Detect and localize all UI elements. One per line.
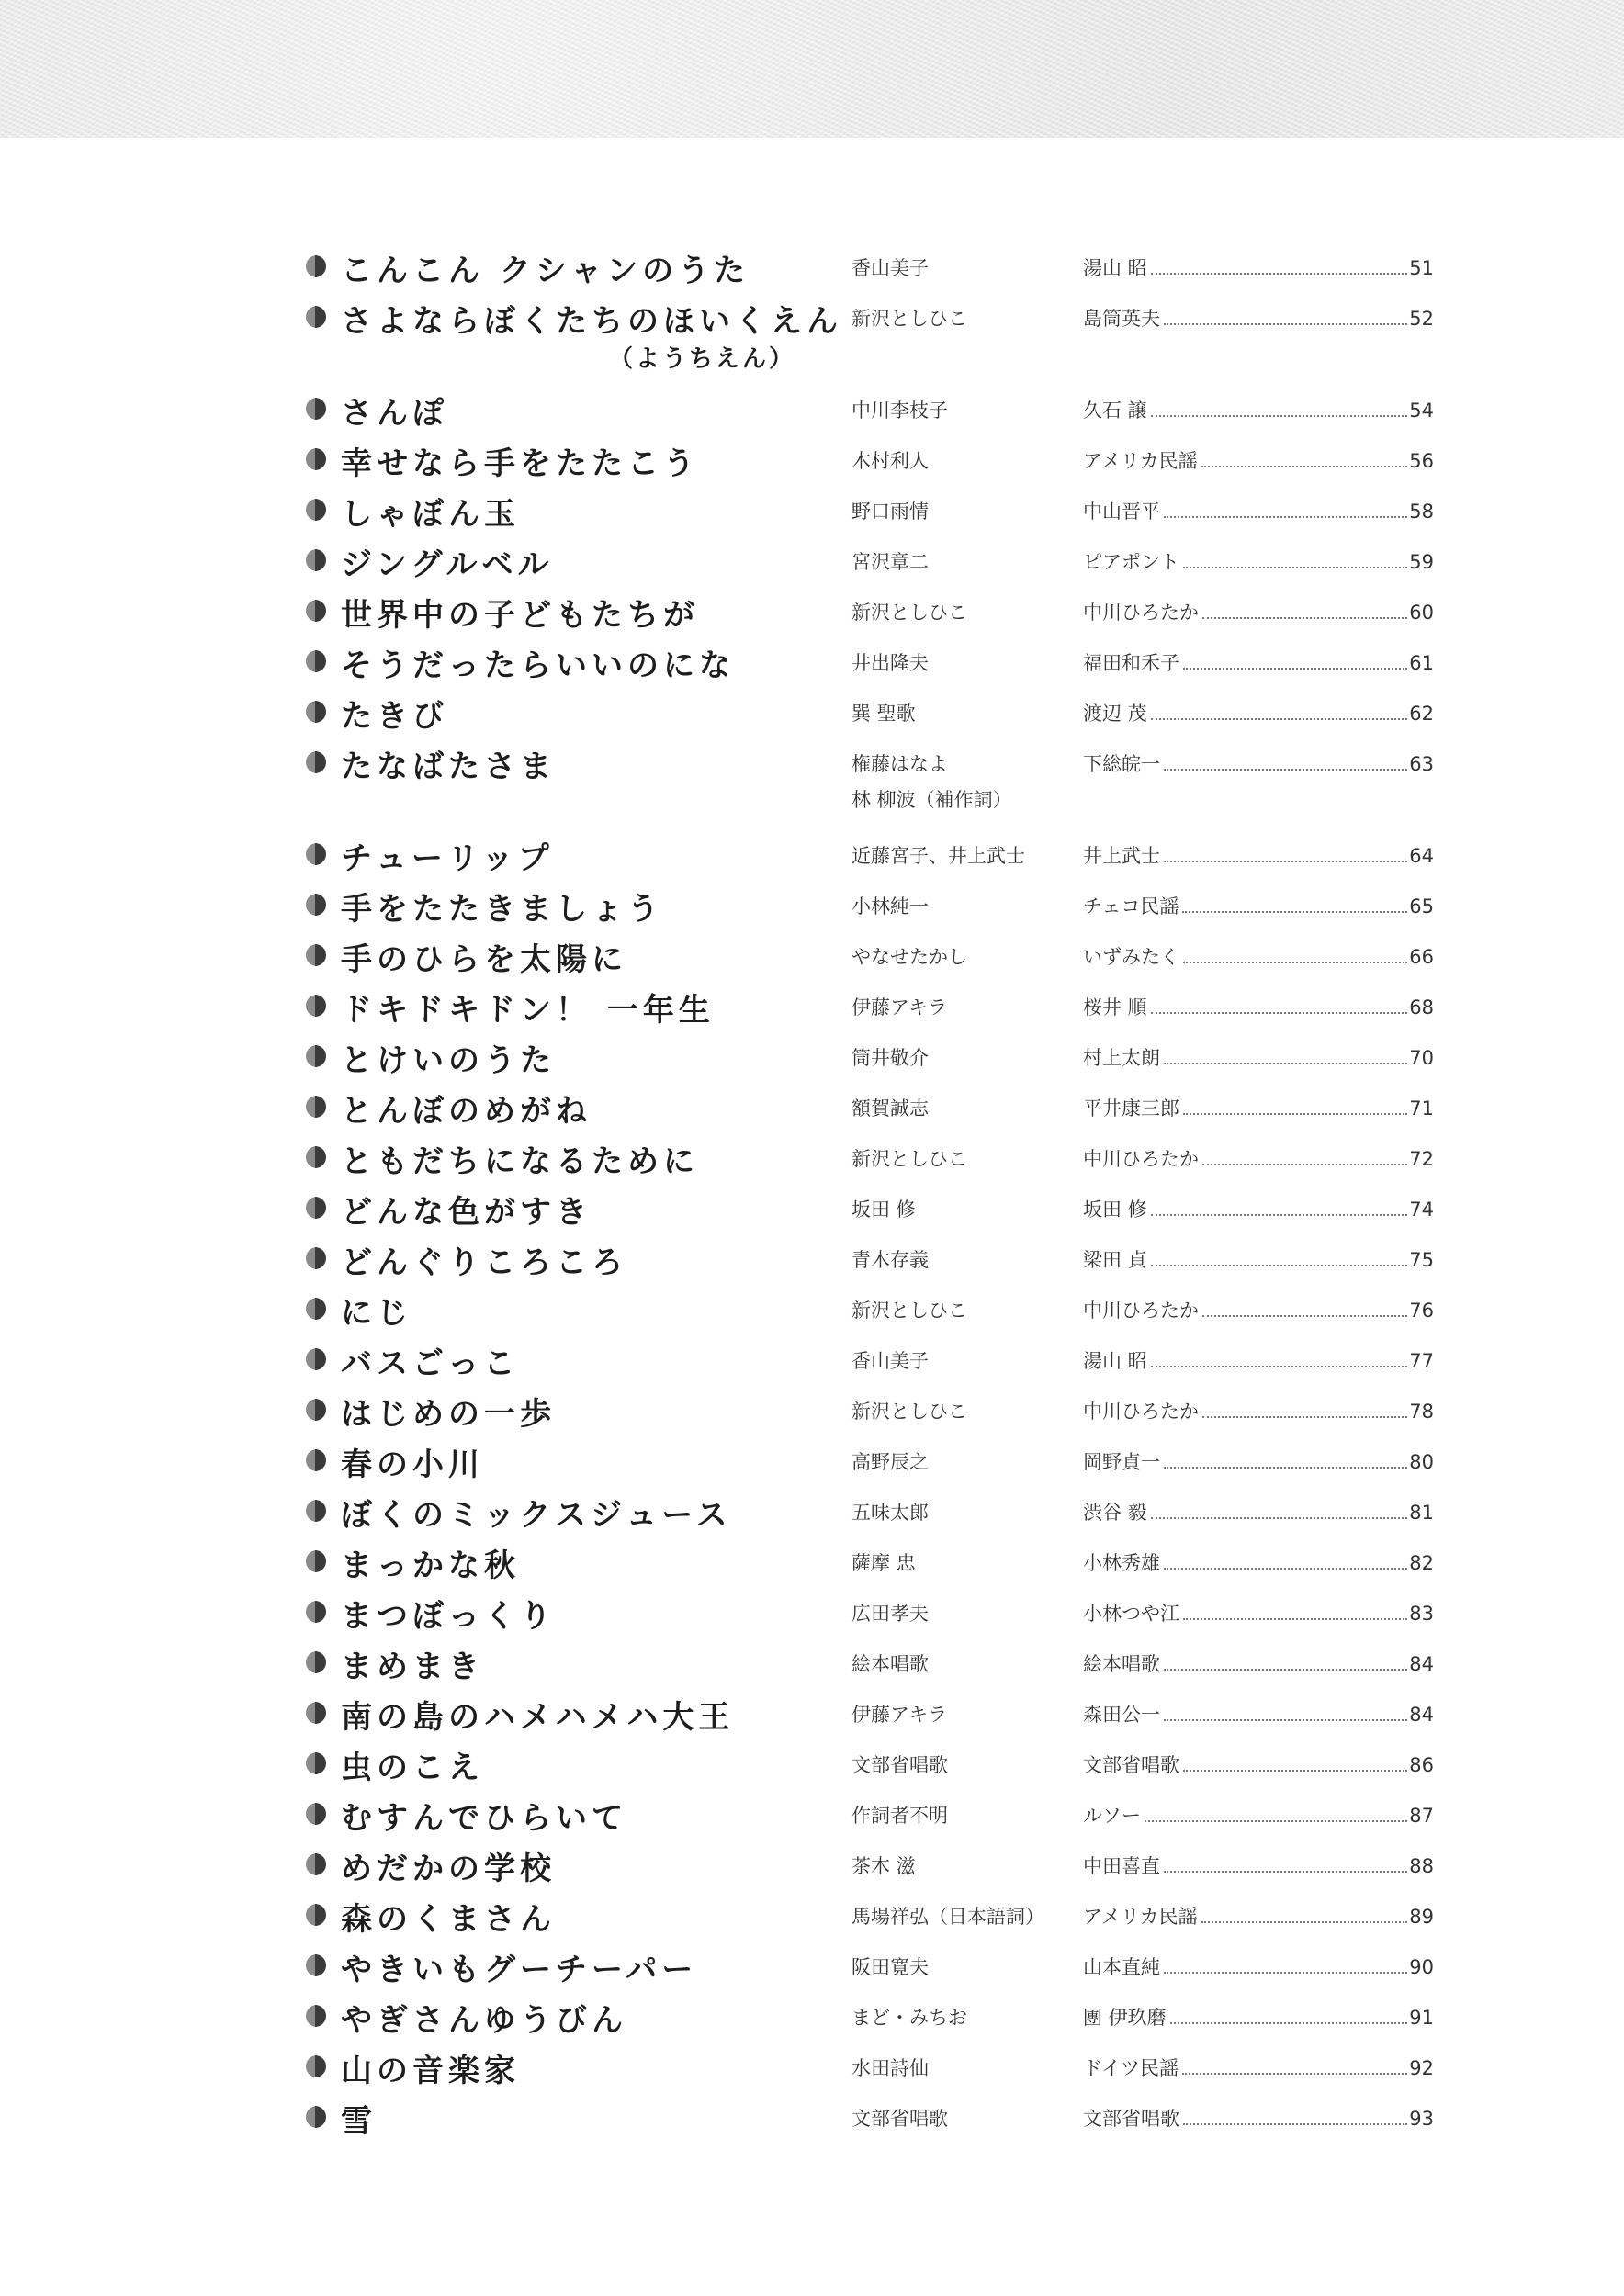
song-title: にじ [341, 1295, 412, 1332]
composer: 福田和禾子 [1083, 652, 1179, 674]
composer-page-line [1083, 749, 1434, 777]
toc-entry[interactable] [306, 586, 1434, 636]
song-title: 雪 [341, 2103, 377, 2140]
half-circle-bullet-icon [306, 1651, 326, 1673]
composer: チェコ民謡 [1083, 895, 1179, 917]
composer-page-line [1083, 1296, 1434, 1323]
half-circle-bullet-icon [306, 600, 326, 622]
page-number: 72 [1409, 1148, 1434, 1170]
lyricist: やなせたかし [851, 946, 967, 968]
song-title: そうだったらいいのにな [341, 647, 735, 684]
lyricist: 青木存義 [851, 1249, 929, 1271]
composer-page-line [1083, 1953, 1434, 1980]
toc-entry[interactable] [306, 880, 1434, 930]
toc-entry[interactable] [306, 930, 1434, 981]
dotted-leader [1183, 1113, 1407, 1115]
composer-page-line [1083, 1851, 1434, 1879]
song-title: どんな色がすき [341, 1194, 592, 1231]
song-title: たなばたさま [341, 748, 556, 785]
page-number: 52 [1409, 308, 1434, 330]
dotted-leader [1201, 1921, 1408, 1923]
page-number: 83 [1409, 1603, 1434, 1625]
lyricist: 巽 聖歌 [851, 703, 916, 725]
dotted-leader [1164, 1568, 1407, 1570]
composer: 中川ひろたか [1083, 1401, 1199, 1423]
lyricist: 伊藤アキラ [851, 996, 948, 1019]
half-circle-bullet-icon [306, 944, 326, 966]
composer: ピアポント [1083, 551, 1179, 573]
half-circle-bullet-icon [306, 1904, 326, 1926]
page-number: 88 [1409, 1855, 1434, 1877]
half-circle-bullet-icon [306, 1247, 326, 1269]
toc-entry[interactable] [306, 1890, 1434, 1941]
toc-entry[interactable] [306, 1183, 1434, 1233]
dotted-leader [1164, 1719, 1407, 1721]
composer-page-line [1083, 547, 1434, 575]
toc-entry[interactable] [306, 292, 1434, 384]
composer: 岡野貞一 [1083, 1451, 1160, 1473]
half-circle-bullet-icon [306, 1298, 326, 1320]
composer-page-line [1083, 2003, 1434, 2031]
half-circle-bullet-icon [306, 701, 326, 723]
dotted-leader [1151, 415, 1408, 417]
lyricist: 小林純一 [851, 895, 929, 917]
composer: 森田公一 [1083, 1704, 1160, 1726]
dotted-leader [1183, 567, 1407, 568]
lyricist: 絵本唱歌 [851, 1653, 929, 1675]
page-number: 70 [1409, 1047, 1434, 1069]
lyricist: 近藤宮子、井上武士 [851, 845, 1025, 867]
page-number: 78 [1409, 1401, 1434, 1423]
page-number: 82 [1409, 1552, 1434, 1574]
song-title: まめまき [341, 1649, 484, 1685]
composer-page-line [1083, 1043, 1434, 1071]
composer-page-line [1083, 1397, 1434, 1424]
page-number: 64 [1409, 845, 1434, 867]
half-circle-bullet-icon [306, 1045, 326, 1067]
toc-entry[interactable] [306, 1536, 1434, 1587]
lyricist: 水田詩仙 [851, 2057, 929, 2079]
half-circle-bullet-icon [306, 843, 326, 865]
composer-page-line [1083, 1195, 1434, 1222]
lyricist: 広田孝夫 [851, 1603, 929, 1625]
song-title: 春の小川 [341, 1446, 484, 1483]
dotted-leader [1183, 1770, 1407, 1772]
composer-page-line [1083, 1144, 1434, 1172]
dotted-leader [1164, 861, 1407, 862]
toc-entry[interactable] [306, 1435, 1434, 1486]
half-circle-bullet-icon [306, 1449, 326, 1471]
page-number: 66 [1409, 946, 1434, 968]
dotted-leader [1201, 466, 1408, 467]
half-circle-bullet-icon [306, 1550, 326, 1572]
composer: 中田喜直 [1083, 1855, 1160, 1877]
lyricist: 五味太郎 [851, 1502, 929, 1524]
composer: ドイツ民謡 [1083, 2057, 1179, 2079]
half-circle-bullet-icon [306, 751, 326, 773]
lyricist: 権藤はなよ [851, 753, 948, 775]
composer: 渡辺 茂 [1083, 703, 1147, 725]
song-subtitle: （ようちえん） [609, 345, 796, 373]
page-number: 91 [1409, 2007, 1434, 2029]
page-number: 51 [1409, 257, 1434, 279]
page-number: 56 [1409, 450, 1434, 472]
half-circle-bullet-icon [306, 398, 326, 420]
lyricist: 文部省唱歌 [851, 1754, 948, 1776]
song-title: 手をたたきましょう [341, 891, 663, 928]
song-title: やぎさんゆうびん [341, 2002, 627, 2039]
page-number: 68 [1409, 996, 1434, 1019]
dotted-leader [1182, 2073, 1407, 2075]
lyricist: 新沢としひこ [851, 602, 967, 624]
page-number: 54 [1409, 400, 1434, 422]
composer: 湯山 昭 [1083, 1350, 1147, 1372]
half-circle-bullet-icon [306, 2055, 326, 2077]
dotted-leader [1202, 617, 1407, 619]
song-title: ぼくのミックスジュース [341, 1497, 732, 1534]
toc-entry[interactable] [306, 434, 1434, 485]
composer-page-line [1083, 1902, 1434, 1930]
page-number: 62 [1409, 703, 1434, 725]
lyricist: 坂田 修 [851, 1199, 916, 1221]
toc-entry[interactable] [306, 1486, 1434, 1536]
dotted-leader [1183, 2123, 1407, 2125]
half-circle-bullet-icon [306, 1702, 326, 1724]
dotted-leader [1164, 1972, 1407, 1974]
composer: ルソー [1083, 1805, 1141, 1827]
toc-entry[interactable] [306, 1233, 1434, 1284]
half-circle-bullet-icon [306, 549, 326, 571]
lyricist: 中川李枝子 [851, 400, 948, 422]
lyricist: 茶木 滋 [851, 1855, 916, 1877]
composer-page-line [1083, 598, 1434, 625]
dotted-leader [1183, 962, 1407, 963]
lyricist: 筒井敬介 [851, 1047, 929, 1069]
lyricist: 新沢としひこ [851, 1148, 967, 1170]
toc-entry[interactable] [306, 1132, 1434, 1183]
dotted-leader [1202, 1315, 1407, 1317]
song-title: こんこん クシャンのうた [341, 253, 750, 289]
song-title: やきいもグーチーパー [341, 1952, 698, 1988]
half-circle-bullet-icon [306, 1803, 326, 1825]
song-title: めだかの学校 [341, 1851, 556, 1887]
toc-entry[interactable] [306, 1638, 1434, 1688]
page-number: 87 [1409, 1805, 1434, 1827]
composer-page-line [1083, 1094, 1434, 1121]
page-number: 80 [1409, 1451, 1434, 1473]
toc-entry[interactable] [306, 1991, 1434, 2042]
song-title: むすんでひらいて [341, 1800, 627, 1837]
composer: 久石 譲 [1083, 400, 1147, 422]
composer-page-line [1083, 1548, 1434, 1576]
composer-page-line [1083, 1700, 1434, 1728]
composer: 中川ひろたか [1083, 602, 1199, 624]
half-circle-bullet-icon [306, 1146, 326, 1168]
composer-page-line [1083, 2054, 1434, 2081]
toc-entry[interactable] [306, 242, 1434, 292]
song-title: ドキドキドン！ 一年生 [341, 992, 715, 1029]
song-title: はじめの一歩 [341, 1396, 556, 1433]
toc-entry[interactable] [306, 1739, 1434, 1789]
half-circle-bullet-icon [306, 894, 326, 916]
dotted-leader [1164, 1669, 1407, 1671]
composer-page-line [1083, 648, 1434, 676]
half-circle-bullet-icon [306, 1752, 326, 1774]
toc-entry[interactable] [306, 384, 1434, 434]
dotted-leader [1151, 1214, 1408, 1216]
page-number: 65 [1409, 895, 1434, 917]
song-title: まつぼっくり [341, 1598, 556, 1635]
toc-entry[interactable] [306, 1688, 1434, 1739]
page-number: 71 [1409, 1097, 1434, 1120]
lyricist: 阪田寛夫 [851, 1956, 929, 1978]
composer: アメリカ民謡 [1083, 1906, 1198, 1928]
song-title: どんぐりころころ [341, 1244, 627, 1281]
half-circle-bullet-icon [306, 1853, 326, 1875]
song-title: とけいのうた [341, 1042, 556, 1079]
song-title: しゃぼん玉 [341, 496, 520, 533]
half-circle-bullet-icon [306, 1954, 326, 1976]
composer-page-line [1083, 942, 1434, 970]
dotted-leader [1151, 1366, 1408, 1367]
composer: 絵本唱歌 [1083, 1653, 1160, 1675]
page-number: 81 [1409, 1502, 1434, 1524]
song-title: ジングルベル [341, 546, 554, 583]
half-circle-bullet-icon [306, 1399, 326, 1421]
composer: 中川ひろたか [1083, 1300, 1199, 1322]
dotted-leader [1182, 911, 1407, 913]
dotted-leader [1183, 1618, 1407, 1620]
dotted-leader [1164, 1871, 1407, 1873]
dotted-leader [1202, 1164, 1407, 1165]
composer: 坂田 修 [1083, 1199, 1147, 1221]
toc-entry[interactable] [306, 737, 1434, 829]
lyricist: 額賀誠志 [851, 1097, 929, 1120]
composer: 文部省唱歌 [1083, 1754, 1179, 1776]
composer: 井上武士 [1083, 845, 1160, 867]
half-circle-bullet-icon [306, 650, 326, 672]
page-number: 60 [1409, 602, 1434, 624]
composer: 山本直純 [1083, 1956, 1160, 1978]
lyricist: 作詞者不明 [851, 1805, 948, 1827]
composer-page-line [1083, 841, 1434, 869]
song-title: 森のくまさん [341, 1901, 556, 1938]
half-circle-bullet-icon [306, 448, 326, 470]
song-title: たきび [341, 698, 448, 735]
dotted-leader [1145, 1820, 1407, 1822]
composer: 文部省唱歌 [1083, 2108, 1179, 2130]
dotted-leader [1183, 668, 1407, 670]
lyricist: 伊藤アキラ [851, 1704, 948, 1726]
lyricist: 高野辰之 [851, 1451, 929, 1473]
song-title: バスごっこ [341, 1345, 520, 1382]
page-number: 63 [1409, 753, 1434, 775]
dotted-leader [1151, 1517, 1408, 1519]
composer: 小林つや江 [1083, 1603, 1179, 1625]
lyricist: 香山美子 [851, 1350, 929, 1372]
toc-entry[interactable] [306, 636, 1434, 687]
half-circle-bullet-icon [306, 1197, 326, 1219]
dotted-leader [1151, 1265, 1408, 1266]
toc-entry[interactable] [306, 1840, 1434, 1890]
dotted-leader [1164, 323, 1407, 325]
song-title: 世界中の子どもたちが [341, 597, 699, 634]
song-title: 幸せなら手をたたこう [341, 445, 699, 482]
half-circle-bullet-icon [306, 995, 326, 1017]
composer: 桜井 順 [1083, 996, 1147, 1019]
page-number: 84 [1409, 1653, 1434, 1675]
song-title: さんぽ [341, 395, 448, 432]
page-number: 59 [1409, 551, 1434, 573]
composer: 渋谷 毅 [1083, 1502, 1147, 1524]
composer: 中川ひろたか [1083, 1148, 1199, 1170]
page-number: 77 [1409, 1350, 1434, 1372]
toc-entry[interactable] [306, 1334, 1434, 1385]
composer: 中山晋平 [1083, 501, 1160, 523]
toc-entry[interactable] [306, 687, 1434, 737]
half-circle-bullet-icon [306, 255, 326, 277]
composer-page-line [1083, 1599, 1434, 1626]
toc-entry[interactable] [306, 485, 1434, 535]
toc-entry[interactable] [306, 2092, 1434, 2143]
page-number: 92 [1409, 2057, 1434, 2079]
table-of-contents [306, 242, 1434, 2143]
song-title: 虫のこえ [341, 1750, 484, 1786]
dotted-leader [1164, 1063, 1407, 1064]
lyricist: 新沢としひこ [851, 308, 967, 330]
toc-entry[interactable] [306, 2042, 1434, 2092]
dotted-leader [1170, 2022, 1408, 2024]
composer: 平井康三郎 [1083, 1097, 1179, 1120]
composer-page-line [1083, 1498, 1434, 1525]
page-number: 89 [1409, 1906, 1434, 1928]
half-circle-bullet-icon [306, 306, 326, 328]
song-title: 山の音楽家 [341, 2053, 520, 2089]
page-number: 58 [1409, 501, 1434, 523]
composer: 島筒英夫 [1083, 308, 1160, 330]
page-number: 84 [1409, 1704, 1434, 1726]
song-title: ともだちになるために [341, 1143, 699, 1180]
composer-page-line [1083, 1649, 1434, 1677]
half-circle-bullet-icon [306, 499, 326, 521]
toc-entry[interactable] [306, 535, 1434, 586]
page-number: 86 [1409, 1754, 1434, 1776]
composer: 小林秀雄 [1083, 1552, 1160, 1574]
composer-page-line [1083, 699, 1434, 726]
half-circle-bullet-icon [306, 1096, 326, 1118]
dotted-leader [1151, 1012, 1408, 1014]
composer: いずみたく [1083, 946, 1179, 968]
dotted-leader [1164, 516, 1407, 518]
half-circle-bullet-icon [306, 1500, 326, 1522]
song-title: チューリップ [341, 840, 554, 877]
lyricist: 文部省唱歌 [851, 2108, 948, 2130]
song-title: 手のひらを太陽に [341, 941, 627, 978]
composer: 湯山 昭 [1083, 257, 1147, 279]
composer-page-line [1083, 396, 1434, 423]
toc-entry[interactable] [306, 1284, 1434, 1334]
dotted-leader [1202, 1416, 1407, 1418]
toc-entry[interactable] [306, 1587, 1434, 1638]
song-title: まっかな秋 [341, 1548, 520, 1584]
lyricist: 宮沢章二 [851, 551, 929, 573]
page-number: 61 [1409, 652, 1434, 674]
composer-page-line [1083, 993, 1434, 1020]
toc-entry[interactable] [306, 981, 1434, 1031]
composer-page-line [1083, 892, 1434, 919]
page-number: 76 [1409, 1300, 1434, 1322]
page-number: 90 [1409, 1956, 1434, 1978]
composer-page-line [1083, 1447, 1434, 1475]
toc-entry[interactable] [306, 1941, 1434, 1991]
composer: 團 伊玖磨 [1083, 2007, 1167, 2029]
paper-texture-header [0, 0, 1624, 138]
toc-entry[interactable] [306, 829, 1434, 880]
composer-page-line [1083, 1750, 1434, 1778]
page-number: 75 [1409, 1249, 1434, 1271]
composer: 村上太朗 [1083, 1047, 1160, 1069]
dotted-leader [1164, 769, 1407, 771]
lyricist: 井出隆夫 [851, 652, 929, 674]
song-title: とんぼのめがね [341, 1093, 592, 1130]
composer-page-line [1083, 497, 1434, 524]
composer-page-line [1083, 253, 1434, 281]
lyricist: 香山美子 [851, 257, 929, 279]
composer-page-line [1083, 1801, 1434, 1829]
toc-entry[interactable] [306, 1031, 1434, 1082]
composer-page-line [1083, 1245, 1434, 1273]
composer-page-line [1083, 2104, 1434, 2132]
lyricist: まど・みちお [851, 2007, 967, 2029]
dotted-leader [1151, 273, 1408, 275]
toc-entry[interactable] [306, 1082, 1434, 1132]
composer-page-line [1083, 446, 1434, 474]
composer-page-line [1083, 304, 1434, 332]
dotted-leader [1164, 1467, 1407, 1469]
toc-entry[interactable] [306, 1385, 1434, 1435]
lyricist: 薩摩 忠 [851, 1552, 916, 1574]
dotted-leader [1151, 718, 1408, 720]
composer: 梁田 貞 [1083, 1249, 1147, 1271]
page-number: 93 [1409, 2108, 1434, 2130]
composer: アメリカ民謡 [1083, 450, 1198, 472]
lyricist: 木村利人 [851, 450, 929, 472]
song-title: 南の島のハメハメハ大王 [341, 1699, 735, 1736]
half-circle-bullet-icon [306, 2005, 326, 2027]
half-circle-bullet-icon [306, 1601, 326, 1623]
half-circle-bullet-icon [306, 1348, 326, 1370]
composer: 下総皖一 [1083, 753, 1160, 775]
half-circle-bullet-icon [306, 2106, 326, 2128]
lyricist: 新沢としひこ [851, 1300, 967, 1322]
lyricist: 新沢としひこ [851, 1401, 967, 1423]
lyricist: 野口雨情 [851, 501, 929, 523]
song-title: さよならぼくたちのほいくえん [341, 303, 842, 340]
composer-page-line [1083, 1346, 1434, 1374]
toc-entry[interactable] [306, 1789, 1434, 1840]
lyricist-secondary: 林 柳波（補作詞） [851, 789, 1012, 811]
lyricist: 馬場祥弘（日本語詞） [851, 1906, 1044, 1928]
page-number: 74 [1409, 1199, 1434, 1221]
